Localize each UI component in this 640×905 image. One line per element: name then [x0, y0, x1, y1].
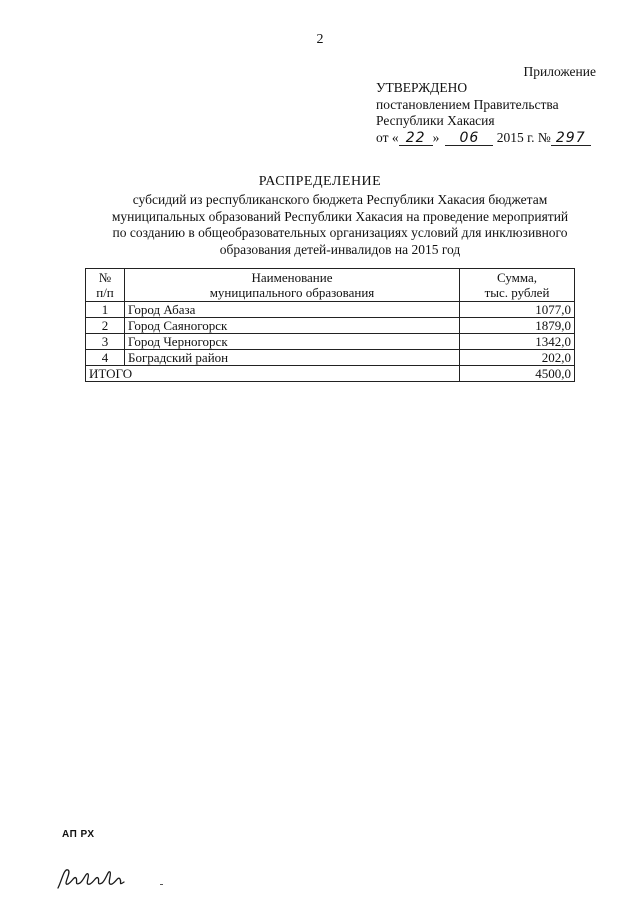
header-sum: Сумма, тыс. рублей [460, 269, 575, 302]
row-num: 3 [86, 334, 125, 350]
header-num: № п/п [86, 269, 125, 302]
footer-code: АП РХ [62, 829, 95, 840]
row-name: Город Черногорск [125, 334, 460, 350]
annex-label: Приложение [523, 64, 596, 79]
handwritten-month: 06 [445, 131, 493, 146]
date-prefix: от « [376, 129, 399, 145]
document-title: РАСПРЕДЕЛЕНИЕ [258, 174, 382, 189]
row-num: 1 [86, 302, 125, 318]
row-sum: 1077,0 [460, 302, 575, 318]
row-sum: 1879,0 [460, 318, 575, 334]
subtitle-line: образования детей-инвалидов на 2015 год [219, 241, 461, 257]
subtitle-line: муниципальных образований Республики Хакасия на проведение мероприятий [111, 208, 569, 224]
year-text: 2015 г. № [496, 129, 551, 145]
total-sum: 4500,0 [460, 366, 575, 382]
subtitle-line: субсидий из республиканского бюджета Республики Хакасия бюджетам [132, 192, 548, 207]
row-num: 4 [86, 350, 125, 366]
row-num: 2 [86, 318, 125, 334]
row-name: Город Саяногорск [125, 318, 460, 334]
approved-label: УТВЕРЖДЕНО [376, 80, 468, 95]
header-name: Наименование муниципального образования [125, 269, 460, 302]
row-sum: 1342,0 [460, 334, 575, 350]
approval-block [376, 80, 591, 146]
document-subtitle [100, 192, 580, 258]
approved-by-line2: Республики Хакасия [376, 113, 495, 128]
table-total-row [86, 366, 575, 382]
scan-mark [160, 884, 163, 885]
signature-icon [54, 862, 134, 892]
page-number: 2 [316, 32, 324, 47]
handwritten-day: 22 [399, 131, 433, 146]
table-row [86, 318, 575, 334]
table-row [86, 302, 575, 318]
approved-by-line1: постановлением Правительства [376, 96, 559, 112]
subtitle-line: по созданию в общеобразовательных организациях условий для инклюзивного [112, 225, 568, 240]
distribution-table [85, 268, 575, 382]
date-separator: » [432, 129, 440, 145]
table-row [86, 334, 575, 350]
table-row [86, 350, 575, 366]
row-name: Город Абаза [125, 302, 460, 318]
row-sum: 202,0 [460, 350, 575, 366]
approval-date-line [376, 130, 591, 147]
handwritten-number: 297 [551, 131, 591, 146]
row-name: Боградский район [125, 350, 460, 366]
table-header-row [86, 269, 575, 302]
total-label: ИТОГО [86, 366, 460, 382]
